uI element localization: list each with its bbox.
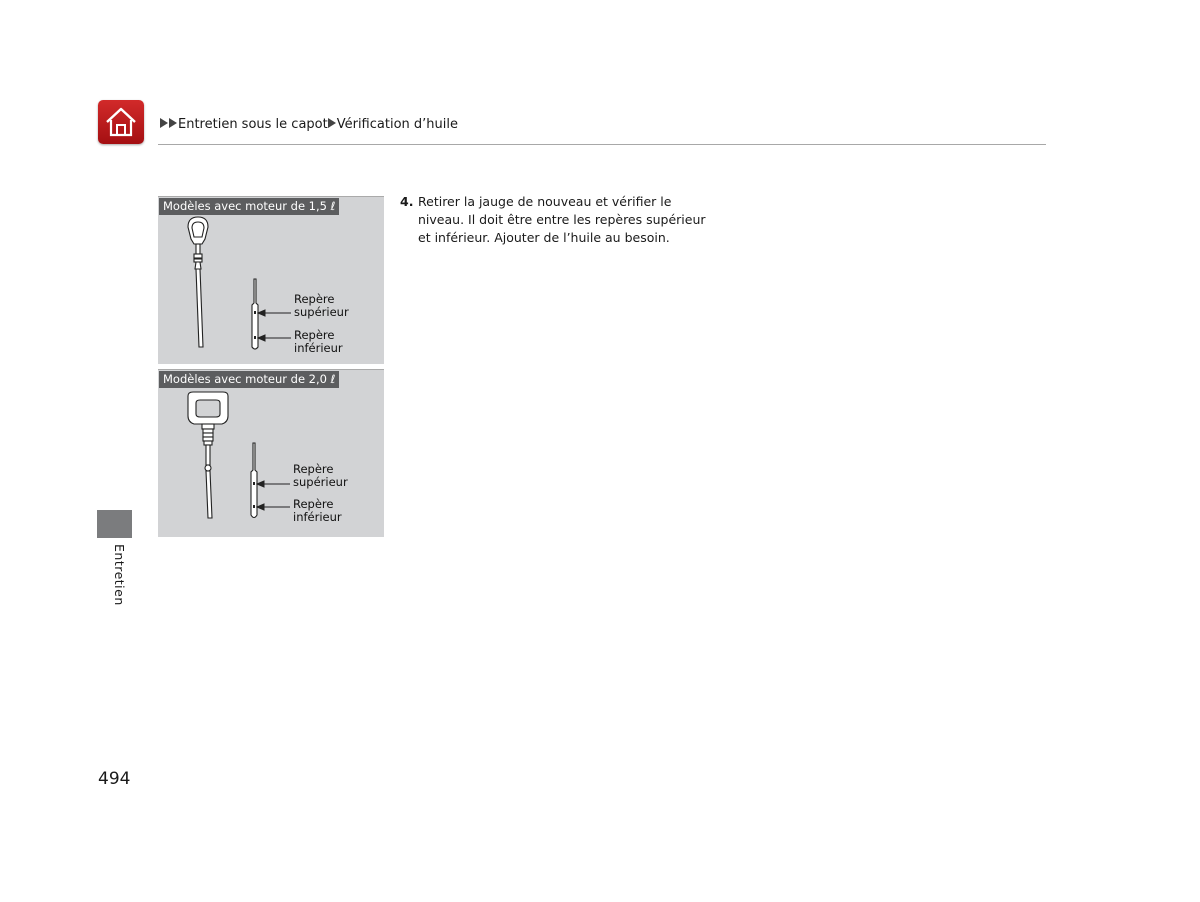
step-text: Retirer la jauge de nouveau et vérifier le niveau. Il doit être entre les repères supérieur et inférieur. Ajouter de l’huile au besoin. xyxy=(418,194,706,245)
breadcrumb-arrow-icon xyxy=(160,118,168,128)
lower-mark-label: Repère inférieur xyxy=(294,328,343,355)
header-divider xyxy=(158,144,1046,145)
page-number: 494 xyxy=(98,769,131,789)
upper-mark-label: Repère supérieur xyxy=(293,462,348,489)
breadcrumb-link-page[interactable]: Vérification d’huile xyxy=(336,117,458,132)
dipstick-1-5-illustration xyxy=(158,197,384,365)
section-tab[interactable] xyxy=(97,510,132,538)
figure-1-5-engine xyxy=(158,196,384,364)
home-button[interactable] xyxy=(98,100,144,144)
figure-2-0-engine xyxy=(158,369,384,537)
breadcrumb-link-section[interactable]: Entretien sous le capot xyxy=(178,117,328,132)
breadcrumb-arrow-icon xyxy=(328,118,336,128)
figure-title: Modèles avec moteur de 1,5 ℓ xyxy=(159,198,339,215)
breadcrumb xyxy=(160,117,458,132)
home-icon xyxy=(104,106,138,138)
step-number: 4. xyxy=(400,194,414,209)
instruction-step xyxy=(400,193,710,247)
upper-mark-label: Repère supérieur xyxy=(294,292,349,319)
dipstick-2-0-illustration xyxy=(158,370,384,538)
figure-title: Modèles avec moteur de 2,0 ℓ xyxy=(159,371,339,388)
section-tab-label: Entretien xyxy=(112,544,127,606)
breadcrumb-arrow-icon xyxy=(169,118,177,128)
lower-mark-label: Repère inférieur xyxy=(293,497,342,524)
